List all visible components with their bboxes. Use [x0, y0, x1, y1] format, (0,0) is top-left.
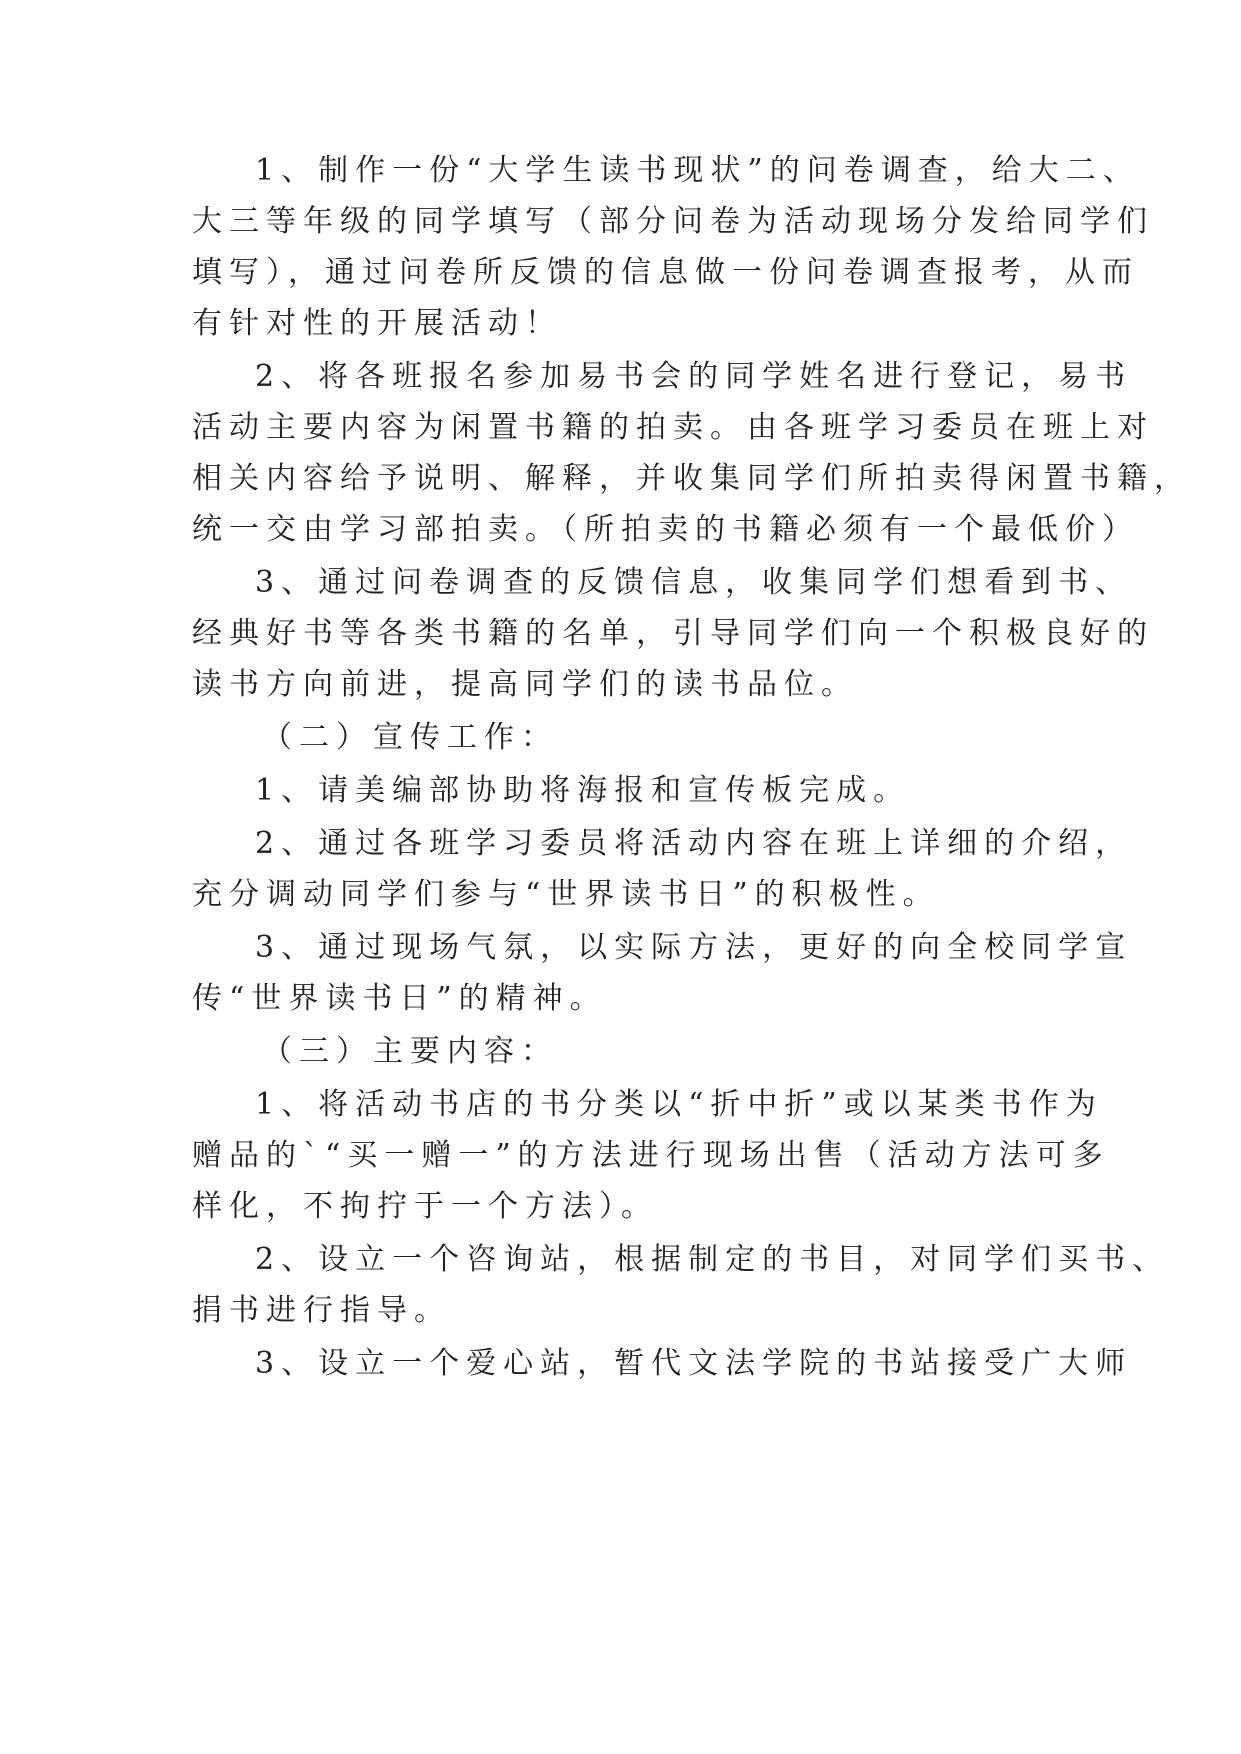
body-text-line: 捐书进行指导。	[192, 1293, 451, 1328]
body-text-line: 1、将活动书店的书分类以“折中折”或以某类书作为	[255, 1087, 1103, 1122]
body-text-line: 3、通过现场气氛，以实际方法，更好的向全校同学宣	[255, 930, 1133, 965]
body-text-line: 3、设立一个爱心站，暂代文法学院的书站接受广大师	[255, 1346, 1133, 1381]
body-text-line: 经典好书等各类书籍的名单，引导同学们向一个积极良好的	[192, 616, 1154, 651]
body-text-line: 1、请美编部协助将海报和宣传板完成。	[255, 773, 911, 808]
body-text-line: 传“世界读书日”的精神。	[192, 981, 607, 1016]
section-heading: （二）宣传工作：	[262, 720, 558, 755]
body-text-line: 2、设立一个咨询站，根据制定的书目，对同学们买书、	[255, 1242, 1170, 1277]
body-text-line: 1、制作一份“大学生读书现状”的问卷调查，给大二、	[255, 153, 1140, 188]
body-text-line: 有针对性的开展活动！	[192, 306, 562, 341]
body-text-line: 填写），通过问卷所反馈的信息做一份问卷调查报考，从而	[192, 255, 1139, 290]
body-text-line: 2、通过各班学习委员将活动内容在班上详细的介绍，	[255, 826, 1133, 861]
body-text-line: 样化，不拘拧于一个方法）。	[192, 1189, 658, 1224]
section-heading: （三）主要内容：	[262, 1034, 558, 1069]
body-text-line: 大三等年级的同学填写（部分问卷为活动现场分发给同学们	[192, 204, 1154, 239]
body-text-line: 3、通过问卷调查的反馈信息，收集同学们想看到书、	[255, 565, 1133, 600]
body-text-line: 相关内容给予说明、解释，并收集同学们所拍卖得闲置书籍，	[192, 461, 1191, 496]
body-text-line: 2、将各班报名参加易书会的同学姓名进行登记，易书	[255, 359, 1133, 394]
body-text-line: 活动主要内容为闲置书籍的拍卖。由各班学习委员在班上对	[192, 410, 1154, 445]
body-text-line: 充分调动同学们参与“世界读书日”的积极性。	[192, 877, 940, 912]
body-text-line: 赠品的`“买一赠一”的方法进行现场出售（活动方法可多	[192, 1138, 1110, 1173]
body-text-line: 统一交由学习部拍卖。（所拍卖的书籍必须有一个最低价）	[192, 512, 1139, 547]
body-text-line: 读书方向前进，提高同学们的读书品位。	[192, 667, 858, 702]
